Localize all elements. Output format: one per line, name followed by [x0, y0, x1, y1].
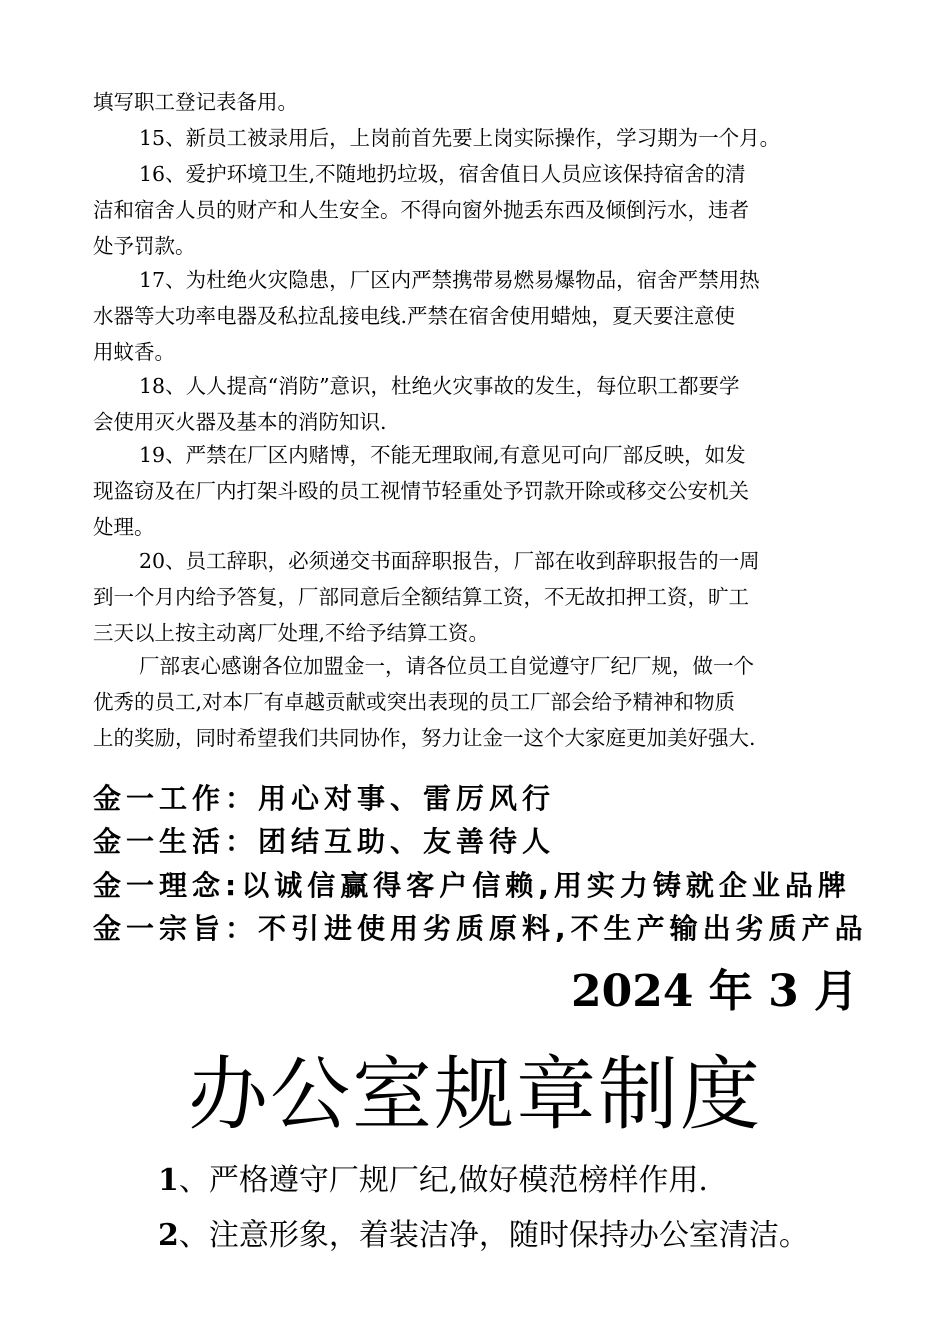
text-line: 处予罚款。	[93, 234, 196, 258]
text-line: 洁和宿舍人员的财产和人生安全。不得向窗外抛丢东西及倾倒污水，违者	[93, 198, 749, 222]
closing-paragraph	[93, 648, 863, 756]
text-line: 水器等大功率电器及私拉乱接电线.严禁在宿舍使用蜡烛，夏天要注意使	[93, 304, 736, 328]
motto-concept: 金一理念:以诚信赢得客户信赖,用实力铸就企业品牌	[93, 869, 851, 902]
paragraph-14-continuation	[93, 84, 863, 120]
text-line: 现盗窃及在厂内打架斗殴的员工视情节轻重处予罚款开除或移交公安机关	[93, 479, 749, 503]
text-line: 厂部衷心感谢各位加盟金一，请各位员工自觉遵守厂纪厂规，做一个	[139, 654, 754, 678]
text-line: 用蚊香。	[93, 340, 175, 364]
paragraph-rule-16	[93, 156, 863, 264]
text-line: 19、严禁在厂区内赌博，不能无理取闹,有意见可向厂部反映，如发	[139, 443, 746, 467]
motto-purpose: 金一宗旨：不引进使用劣质原料,不生产输出劣质产品	[93, 912, 868, 945]
paragraph-rule-17	[93, 262, 863, 370]
text-line: 20、员工辞职，必须递交书面辞职报告，厂部在收到辞职报告的一周	[139, 549, 760, 573]
paragraph-rule-18	[93, 368, 863, 440]
text-line: 到一个月内给予答复，厂部同意后全额结算工资，不无故扣押工资，旷工	[93, 585, 749, 609]
office-rule-1	[158, 1155, 708, 1199]
text-line: 17、为杜绝火灾隐患，厂区内严禁携带易燃易爆物品，宿舍严禁用热	[139, 268, 760, 292]
rule-number: 2	[158, 1218, 179, 1253]
text-line: 18、人人提高“消防”意识，杜绝火灾事故的发生，每位职工都要学	[139, 374, 740, 398]
paragraph-rule-15	[93, 120, 863, 156]
rule-text: 、注意形象，着装洁净，随时保持办公室清洁。	[178, 1218, 809, 1253]
text-line: 15、新员工被录用后，上岗前首先要上岗实际操作，学习期为一个月。	[139, 126, 781, 150]
text-line: 会使用灭火器及基本的消防知识.	[93, 410, 387, 434]
document-date: 2024 年 3 月	[570, 966, 858, 1017]
text-line: 三天以上按主动离厂处理,不给予结算工资。	[93, 621, 490, 645]
motto-work: 金一工作：用心对事、雷厉风行	[93, 782, 556, 815]
paragraph-rule-20	[93, 543, 863, 651]
text-line: 16、爱护环境卫生,不随地扔垃圾，宿舍值日人员应该保持宿舍的清	[139, 162, 746, 186]
office-rule-2	[158, 1210, 809, 1254]
office-rules-title: 办公室规章制度	[188, 1048, 762, 1141]
paragraph-rule-19	[93, 437, 863, 545]
motto-life: 金一生活：团结互助、友善待人	[93, 825, 556, 858]
text-line: 上的奖励，同时希望我们共同协作，努力让金一这个大家庭更加美好强大.	[93, 726, 756, 750]
rule-text: 、严格遵守厂规厂纪,做好模范榜样作用.	[178, 1163, 708, 1198]
rule-number: 1	[158, 1163, 179, 1198]
text-line: 填写职工登记表备用。	[93, 90, 298, 114]
text-line: 处理。	[93, 515, 155, 539]
text-line: 优秀的员工,对本厂有卓越贡献或突出表现的员工厂部会给予精神和物质	[93, 690, 736, 714]
